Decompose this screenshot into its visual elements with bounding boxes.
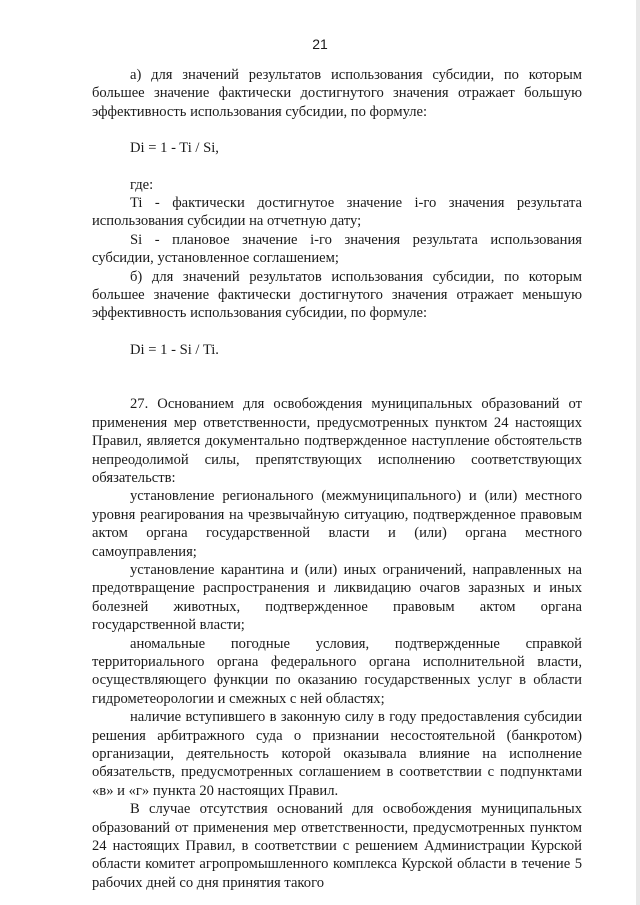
paragraph-27: 27. Основанием для освобождения муниципальных образований от применения мер ответственности, предусмотренных пунктом 24 настоящих Правил, является документально подтвержденное наступление обстоятельств непреодолимой силы, препятствующих исполнению соответствующих обязательств:	[92, 396, 582, 486]
where-label: где:	[130, 176, 154, 193]
paragraph-b: б) для значений результатов использования субсидии, по которым большее значение фактически достигнутого значения отражает меньшую эффективность использования субсидии, по формуле:	[92, 268, 582, 322]
formula-1: Di = 1 - Ti / Si,	[130, 140, 219, 157]
list-item: установление карантина и (или) иных ограничений, направленных на предотвращение распространения и ликвидацию очагов заразных и иных болезней животных, подтвержденное правовым актом органа государственной власти;	[92, 561, 582, 634]
spacer	[92, 377, 582, 395]
list-item: наличие вступившего в законную силу в году предоставления субсидии решения арбитражного суда о признании несостоятельной (банкротом) организации, деятельность которой оказывала влияние на исполнение обязательств, предусмотренных соглашением в соответствии с подпунктами «в» и «г» пункта 20 настоящих Правил.	[92, 709, 582, 799]
scan-edge	[636, 0, 640, 905]
page-number: 21	[312, 36, 328, 52]
si-definition: Si - плановое значение i-го значения результата использования субсидии, установленное соглашением;	[92, 231, 582, 267]
page-body	[92, 66, 582, 892]
ti-definition: Ti - фактически достигнутое значение i-го значения результата использования субсидии на отчетную дату;	[92, 195, 582, 230]
formula-2: Di = 1 - Si / Ti.	[130, 341, 219, 358]
list-item: аномальные погодные условия, подтвержденные справкой территориального органа федерального органа исполнительной власти, осуществляющего функции по оказанию государственных услуг в области гидрометеорологии и смежных с ней областях;	[92, 635, 582, 707]
paragraph-a: а) для значений результатов использования субсидии, по которым большее значение фактически достигнутого значения отражает большую эффективность использования субсидии, по формуле:	[92, 67, 582, 120]
list-item: установление регионального (межмуниципального) и (или) местного уровня реагирования на чрезвычайную ситуацию, подтвержденное правовым актом органа государственной власти и (или) органа местного самоуправления;	[92, 488, 582, 560]
final-paragraph: В случае отсутствия оснований для освобождения муниципальных образований от применения мер ответственности, предусмотренных пунктом 24 настоящих Правил, в соответствии с решением Администрации Курской области комитет агропромышленного комплекса Курской области в течение 5 рабочих дней со дня принятия такого	[92, 801, 582, 891]
